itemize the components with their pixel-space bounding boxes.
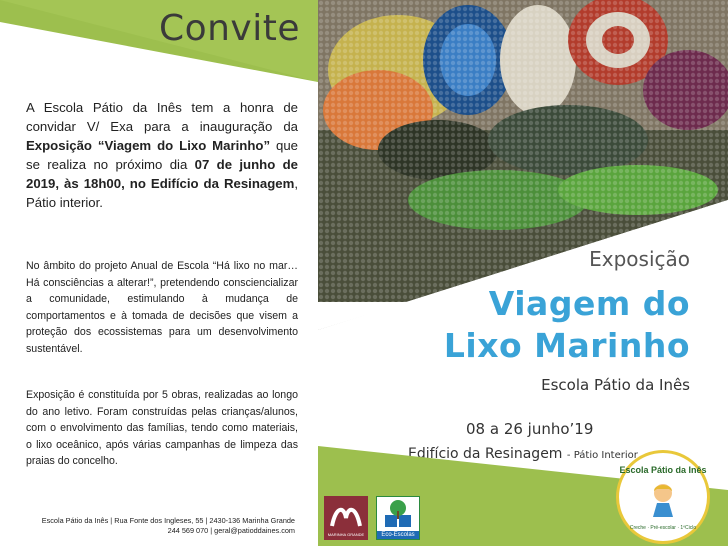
invitation-text-a: A Escola Pátio da Inês tem a honra de convidar V/ Exa para a inauguração da: [26, 100, 298, 134]
project-paragraph: No âmbito do projeto Anual de Escola “Há lixo no mar… Há consciências a alterar!”, pretendendo consciencializar a comunidade, estimulando à mudança de comportamentos e à tomada de decisões que visem a proteção dos ecossistemas para um desenvolvimento sustentável.: [26, 260, 298, 355]
venue-detail: - Pátio Interior: [566, 450, 638, 461]
book-tree-icon: [377, 497, 419, 531]
venue-name: Edifício da Resinagem: [408, 446, 563, 462]
exhibition-description: Exposição é constituída por 5 obras, realizadas ao longo do ano letivo. Foram construídas pelas crianças/alunos, com o envolvimento das famílias, tendo como materiais, o lixo oceânico, após várias campanhas de limpeza das praias do concelho.: [26, 389, 298, 467]
mosaic-artwork: [318, 0, 728, 330]
school-badge-motto: Creche · Pré-escolar · 1ºCiclo: [629, 525, 697, 531]
left-column: [0, 0, 318, 546]
invitation-text-e: , Pátio interior.: [26, 176, 298, 210]
mosaic-photo: [318, 0, 728, 330]
exhibition-title-line1: Viagem do: [488, 284, 690, 323]
invitation-text-c: que se realiza no próximo dia: [26, 138, 298, 172]
page-title: Convite: [158, 8, 300, 49]
eco-escolas-label: Eco-Escolas: [377, 531, 419, 539]
date-venue-bold: 07 de junho de 2019, às 18h00, no Edifício da Resinagem: [26, 157, 299, 191]
municipality-label: MARINHA GRANDE: [327, 532, 365, 537]
marinha-grande-logo: [324, 496, 368, 540]
school-name: Escola Pátio da Inês: [541, 376, 690, 394]
exhibition-label: Exposição: [589, 247, 690, 271]
school-badge-logo: [616, 450, 710, 544]
eco-escolas-logo: [376, 496, 420, 540]
school-badge-name: Escola Pátio da Inês: [619, 465, 707, 475]
exhibition-dates: 08 a 26 junho’19: [466, 420, 594, 438]
footer-address: [30, 516, 295, 536]
exhibition-name-bold: Exposição “Viagem do Lixo Marinho”: [26, 138, 271, 153]
invitation-paragraph: [26, 98, 298, 212]
footer-address-line: Escola Pátio da Inês | Rua Fonte dos Ingleses, 55 | 2430-136 Marinha Grande: [41, 516, 295, 525]
exhibition-title-line2: Lixo Marinho: [443, 326, 690, 365]
child-icon: [643, 479, 683, 519]
footer-contact-line: 244 569 070 | geral@patioddaines.com: [167, 526, 295, 535]
header-band: [0, 0, 318, 82]
